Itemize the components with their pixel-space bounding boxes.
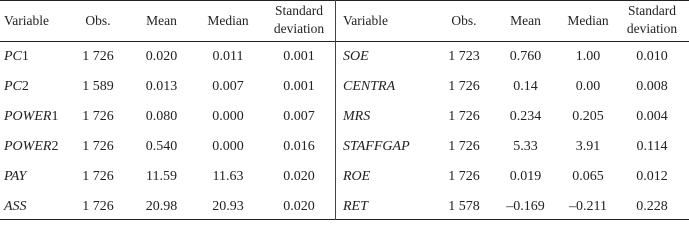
top-rule bbox=[0, 0, 689, 1]
right-median-value: –0.211 bbox=[569, 199, 607, 214]
left-header-sd-line1: Standard bbox=[275, 3, 323, 18]
left-header-sd-line2: deviation bbox=[273, 21, 325, 36]
left-median-value: 0.000 bbox=[212, 139, 244, 154]
variable-label: ROE bbox=[343, 169, 371, 184]
right-obs-value: 1 723 bbox=[448, 49, 480, 64]
right-header-obs: Obs. bbox=[451, 13, 477, 28]
variable-label: RET bbox=[343, 199, 368, 214]
left-obs-value: 1 726 bbox=[82, 109, 114, 124]
right-median-value: 1.00 bbox=[575, 49, 601, 64]
right-median-value: 3.91 bbox=[575, 139, 601, 154]
left-variable-name bbox=[4, 49, 74, 65]
right-mean-value: 0.019 bbox=[509, 169, 542, 184]
variable-label: ASS bbox=[4, 199, 27, 214]
right-obs-value: 1 578 bbox=[448, 199, 480, 214]
bottom-rule bbox=[0, 219, 689, 220]
right-mean-value: 5.33 bbox=[513, 139, 538, 154]
variable-suffix: 2 bbox=[21, 79, 29, 94]
left-obs-value: 1 589 bbox=[82, 79, 114, 94]
right-variable-name bbox=[343, 169, 438, 185]
right-variable-name bbox=[343, 139, 438, 155]
left-sd-value: 0.001 bbox=[283, 79, 315, 94]
right-header-sd-line1: Standard bbox=[628, 3, 676, 18]
left-obs-value: 1 726 bbox=[82, 139, 114, 154]
variable-suffix: 2 bbox=[51, 139, 59, 154]
right-header-median: Median bbox=[567, 13, 609, 28]
variable-label: CENTRA bbox=[343, 79, 396, 94]
variable-label: POWER bbox=[4, 139, 52, 154]
right-median-value: 0.205 bbox=[572, 109, 604, 124]
left-header-median: Median bbox=[207, 13, 249, 28]
left-variable-name bbox=[4, 139, 74, 155]
right-sd-value: 0.010 bbox=[636, 49, 668, 64]
variable-suffix: 1 bbox=[51, 109, 59, 124]
left-header-variable: Variable bbox=[4, 13, 49, 28]
left-median-value: 0.011 bbox=[212, 49, 244, 64]
left-median-value: 0.007 bbox=[212, 79, 244, 94]
right-header-sd-line2: deviation bbox=[626, 21, 678, 36]
left-mean-value: 11.59 bbox=[146, 169, 177, 184]
left-mean-value: 0.080 bbox=[145, 109, 178, 124]
right-sd-value: 0.008 bbox=[636, 79, 668, 94]
left-mean-value: 0.540 bbox=[145, 139, 178, 154]
variable-label: STAFFGAP bbox=[343, 139, 410, 154]
left-median-value: 11.63 bbox=[212, 169, 244, 184]
right-variable-name bbox=[343, 49, 438, 65]
right-median-value: 0.00 bbox=[575, 79, 601, 94]
right-variable-name bbox=[343, 79, 438, 95]
right-obs-value: 1 726 bbox=[448, 139, 480, 154]
left-variable-name bbox=[4, 169, 74, 185]
left-mean-value: 0.013 bbox=[145, 79, 178, 94]
left-sd-value: 0.007 bbox=[283, 109, 315, 124]
left-median-value: 0.000 bbox=[212, 109, 244, 124]
right-median-value: 0.065 bbox=[572, 169, 604, 184]
right-obs-value: 1 726 bbox=[448, 169, 480, 184]
left-sd-value: 0.020 bbox=[283, 199, 315, 214]
left-median-value: 20.93 bbox=[212, 199, 244, 214]
right-header-variable: Variable bbox=[343, 13, 388, 28]
left-sd-value: 0.001 bbox=[283, 49, 315, 64]
right-mean-value: 0.760 bbox=[509, 49, 542, 64]
variable-label: POWER bbox=[4, 109, 52, 124]
left-variable-name bbox=[4, 199, 74, 215]
left-header-obs: Obs. bbox=[85, 13, 111, 28]
left-variable-name bbox=[4, 79, 74, 95]
left-mean-value: 0.020 bbox=[145, 49, 178, 64]
left-obs-value: 1 726 bbox=[82, 199, 114, 214]
right-obs-value: 1 726 bbox=[448, 109, 480, 124]
right-sd-value: 0.004 bbox=[636, 109, 668, 124]
left-header-mean: Mean bbox=[146, 13, 177, 28]
right-variable-name bbox=[343, 199, 438, 215]
variable-label: PC bbox=[4, 79, 22, 94]
variable-label: PC bbox=[4, 49, 22, 64]
left-sd-value: 0.016 bbox=[283, 139, 315, 154]
left-sd-value: 0.020 bbox=[283, 169, 315, 184]
header-rule bbox=[0, 41, 689, 42]
left-obs-value: 1 726 bbox=[82, 169, 114, 184]
variable-label: MRS bbox=[343, 109, 371, 124]
variable-label: PAY bbox=[4, 169, 27, 184]
right-sd-value: 0.228 bbox=[636, 199, 668, 214]
left-obs-value: 1 726 bbox=[82, 49, 114, 64]
variable-label: SOE bbox=[343, 49, 369, 64]
left-mean-value: 20.98 bbox=[145, 199, 178, 214]
right-mean-value: 0.234 bbox=[509, 109, 542, 124]
right-header-mean: Mean bbox=[510, 13, 541, 28]
column-divider bbox=[335, 0, 336, 220]
right-sd-value: 0.012 bbox=[636, 169, 668, 184]
right-mean-value: –0.169 bbox=[506, 199, 545, 214]
variable-suffix: 1 bbox=[21, 49, 29, 64]
right-sd-value: 0.114 bbox=[636, 139, 668, 154]
right-variable-name bbox=[343, 109, 438, 125]
left-variable-name bbox=[4, 109, 74, 125]
right-obs-value: 1 726 bbox=[448, 79, 480, 94]
right-mean-value: 0.14 bbox=[513, 79, 538, 94]
